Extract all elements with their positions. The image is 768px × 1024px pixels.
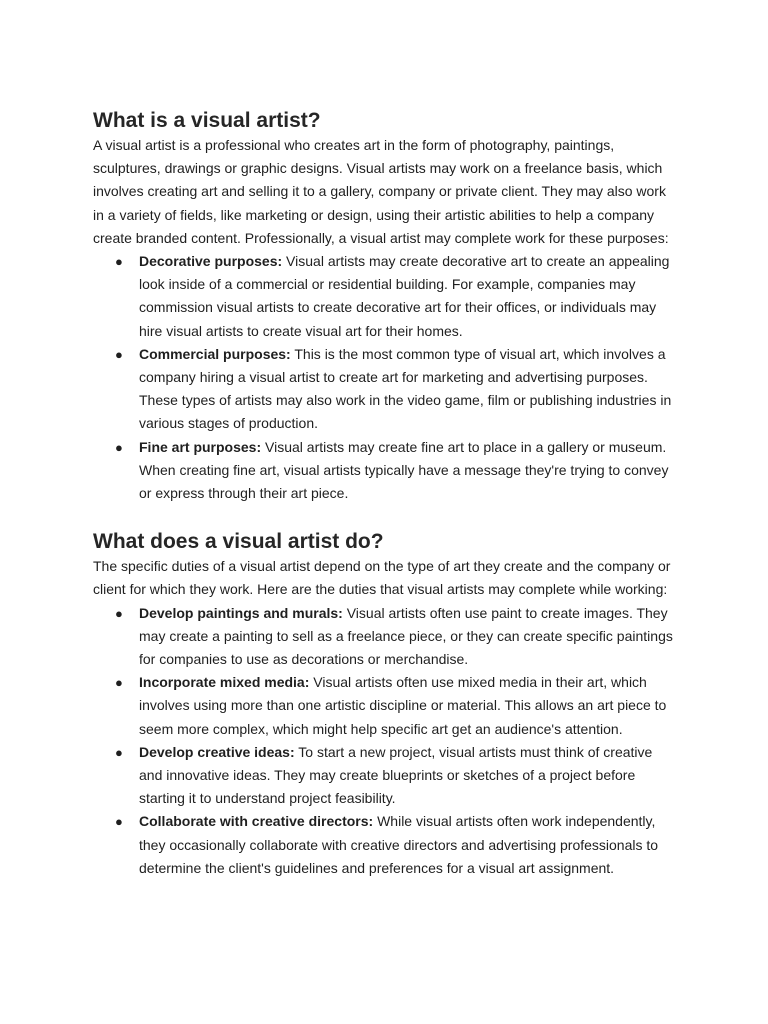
section-heading-visual-artist: What is a visual artist? [93,109,321,132]
list-item-lead: Collaborate with creative directors: [139,813,374,830]
document-page [93,108,675,880]
list-item-text: While visual artists often work independently, they occasionally collaborate with creative directors and advertising professionals to determine the client's guidelines and preferences for a visual art assignment. [139,813,659,876]
bullet-icon: ● [115,675,123,691]
bullet-icon: ● [115,254,123,270]
list-item-lead: Fine art purposes: [139,438,262,455]
list-item-text: Visual artists often use paint to create images. They may create a painting to sell as a freelance piece, or they can create specific paintings for companies to use as decorations or merchandise. [139,604,673,668]
list-item-lead: Develop paintings and murals: [139,604,343,621]
section-intro-duties: The specific duties of a visual artist depend on the type of art they create and the company or client for which they work. Here are the duties that visual artists may complete while working: [93,558,671,598]
bullet-icon: ● [115,346,123,362]
duties-list [93,602,675,880]
list-item-paintings [93,602,675,672]
list-item-decorative [93,250,675,343]
list-item-fine-art [93,436,675,506]
list-item-text: Visual artists may create fine art to place in a gallery or museum. When creating fine art, visual artists typically have a message they're trying to convey or express through their art piece. [139,438,669,502]
list-item-lead: Decorative purposes: [139,253,283,270]
purposes-list [93,250,675,505]
list-item-lead: Commercial purposes: [139,345,291,362]
section-heading-duties: What does a visual artist do? [93,530,384,554]
list-item-text: Visual artists may create decorative art to create an appealing look inside of a commercial or residential building. For example, companies may commission visual artists to create decorative art for their offices, or individuals may hire visual artists to create visual art for their homes. [139,253,670,339]
list-item-text: Visual artists often use mixed media in their art, which involves using more than one artistic discipline or material. This allows an art piece to seem more complex, which might help specific art get an audience's attention. [139,674,667,737]
list-item-text: To start a new project, visual artists must think of creative and innovative ideas. They may create blueprints or sketches of a project before starting it to understand project feasibility. [139,743,653,807]
list-item-commercial [93,343,675,436]
bullet-icon: ● [115,744,123,760]
list-item-mixed-media [93,671,675,741]
list-item-creative-ideas [93,741,675,811]
bullet-icon: ● [115,439,123,455]
bullet-icon: ● [115,814,123,830]
bullet-icon: ● [115,605,123,621]
list-item-lead: Incorporate mixed media: [139,674,310,691]
section-intro-visual-artist: A visual artist is a professional who creates art in the form of photography, paintings, sculptures, drawings or graphic designs. Visual artists may work on a freelance basis, which involves creating art and selling it to a gallery, company or private client. They may also work in a variety of fields, like marketing or design, using their artistic abilities to help a company create branded content. Professionally, a visual artist may complete work for these purposes: [93,137,669,246]
list-item-lead: Develop creative ideas: [139,743,295,760]
section-spacer [93,505,675,529]
list-item-text: This is the most common type of visual art, which involves a company hiring a visual artist to create art for marketing and advertising purposes. These types of artists may also work in the video game, film or publishing industries in various stages of production. [139,345,672,432]
list-item-collaborate [93,810,675,880]
